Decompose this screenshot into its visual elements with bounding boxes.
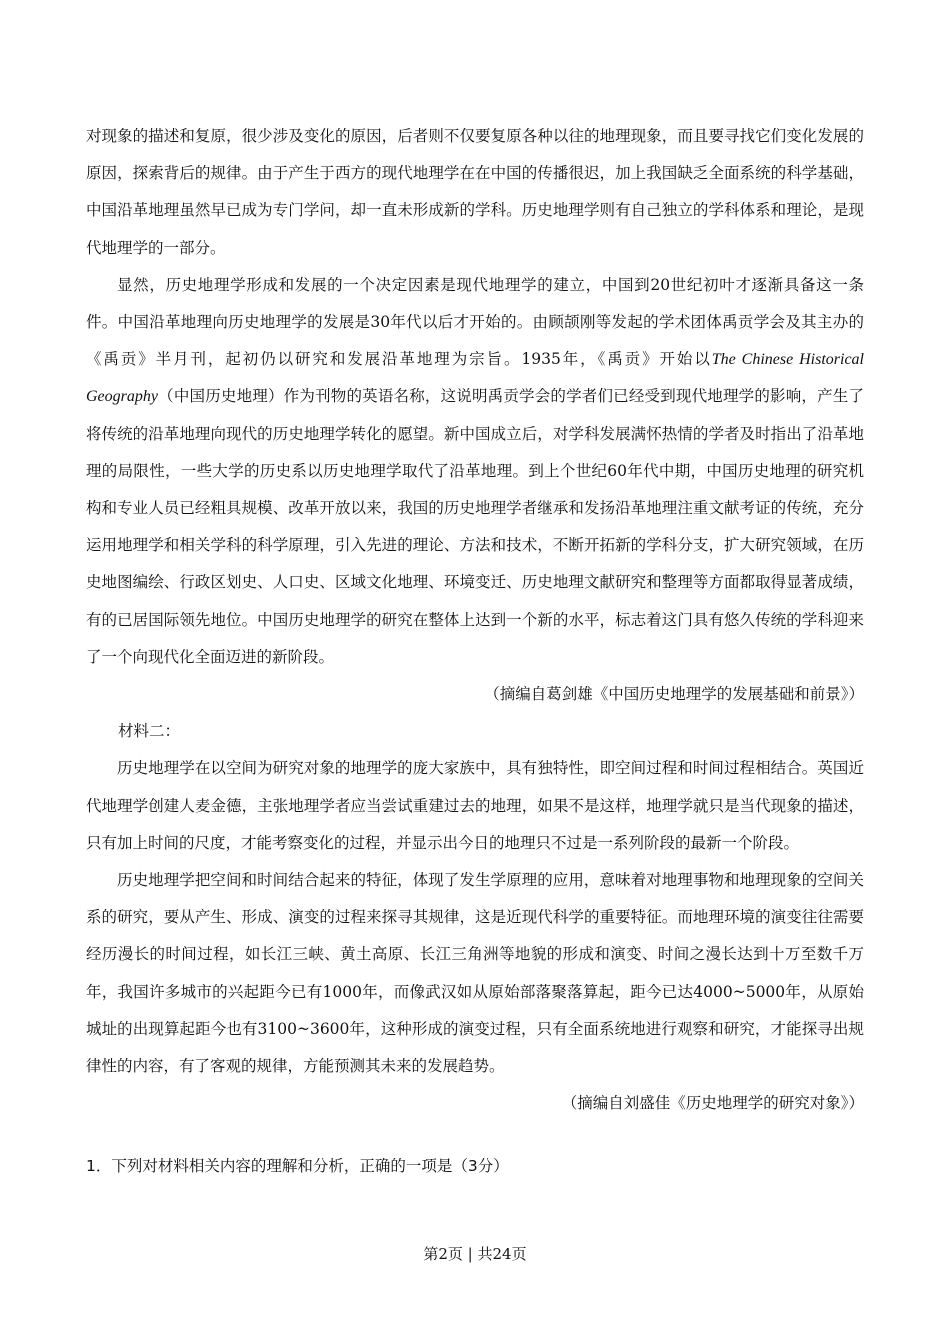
document-body <box>86 118 864 1186</box>
material1-paragraph-1: 对现象的描述和复原，很少涉及变化的原因，后者则不仅要复原各种以往的地理现象，而且要寻找它们变化发展的原因，探索背后的规律。由于产生于西方的现代地理学在在中国的传播很迟，加上我国缺乏全面系统的科学基础，中国沿革地理虽然早已成为专门学问，却一直未形成新的学科。历史地理学则有自己独立的学科体系和理论，是现代地理学的一部分。 <box>86 127 864 257</box>
material2-source: （摘编自刘盛佳《历史地理学的研究对象》） <box>561 1094 864 1113</box>
question-1: 1．下列对材料相关内容的理解和分析，正确的一项是（3分） <box>86 1157 509 1176</box>
material1-source: （摘编自葛剑雄《中国历史地理学的发展基础和前景》） <box>484 685 864 704</box>
material2-heading: 材料二： <box>118 722 181 741</box>
material1-paragraph-2-part-a: 显然，历史地理学形成和发展的一个决定因素是现代地理学的建立，中国到20世纪初叶才逐渐具备这一条件。中国沿革地理向历史地理学的发展是30年代以后才开始的。由顾颉刚等发起的学术团体禹贡学会及其主办的《禹贡》半月刊，起初仍以研究和发展沿革地理为宗旨。1935年，《禹贡》开始以 <box>86 275 864 369</box>
journal-english-name: The Chinese Historical Geography <box>86 351 865 406</box>
material2-paragraph-2: 历史地理学把空间和时间结合起来的特征，体现了发生学原理的应用，意味着对地理事物和地理现象的空间关系的研究，要从产生、形成、演变的过程来探寻其规律，这是近现代科学的重要特征。而地理环境的演变往往需要经历漫长的时间过程，如长江三峡、黄土高原、长江三角洲等地貌的形成和演变、时间之漫长达到十万至数千万年，我国许多城市的兴起距今已有1000年，而像武汉如从原始部落聚落算起，距今已达4000~5000年，从原始城址的出现算起距今也有3100~3600年，这种形成的演变过程，只有全面系统地进行观察和研究，才能探寻出规律性的内容，有了客观的规律，方能预测其未来的发展趋势。 <box>86 871 864 1076</box>
page-footer: 第2页 | 共24页 <box>423 1245 527 1263</box>
material1-paragraph-2 <box>86 267 864 676</box>
material1-paragraph-2-part-b: （中国历史地理）作为刊物的英语名称，这说明禹贡学会的学者们已经受到现代地理学的影响，产生了将传统的沿革地理向现代的历史地理学转化的愿望。新中国成立后，对学科发展满怀热情的学者及时指出了沿革地理的局限性，一些大学的历史系以历史地理学取代了沿革地理。到上个世纪60年代中期，中国历史地理的研究机构和专业人员已经粗具规模、改革开放以来，我国的历史地理学者继承和发扬沿革地理注重文献考证的传统，充分运用地理学和相关学科的科学原理，引入先进的理论、方法和技术，不断开拓新的学科分支，扩大研究领域，在历史地图编绘、行政区划史、人口史、区域文化地理、环境变迁、历史地理文献研究和整理等方面都取得显著成绩，有的已居国际领先地位。中国历史地理学的研究在整体上达到一个新的水平，标志着这门具有悠久传统的学科迎来了一个向现代化全面迈进的新阶段。 <box>86 387 864 666</box>
material2-paragraph-1: 历史地理学在以空间为研究对象的地理学的庞大家族中，具有独特性，即空间过程和时间过程相结合。英国近代地理学创建人麦金德，主张地理学者应当尝试重建过去的地理，如果不是这样，地理学就只是当代现象的描述，只有加上时间的尺度，才能考察变化的过程，并显示出今日的地理只不过是一系列阶段的最新一个阶段。 <box>86 759 864 852</box>
